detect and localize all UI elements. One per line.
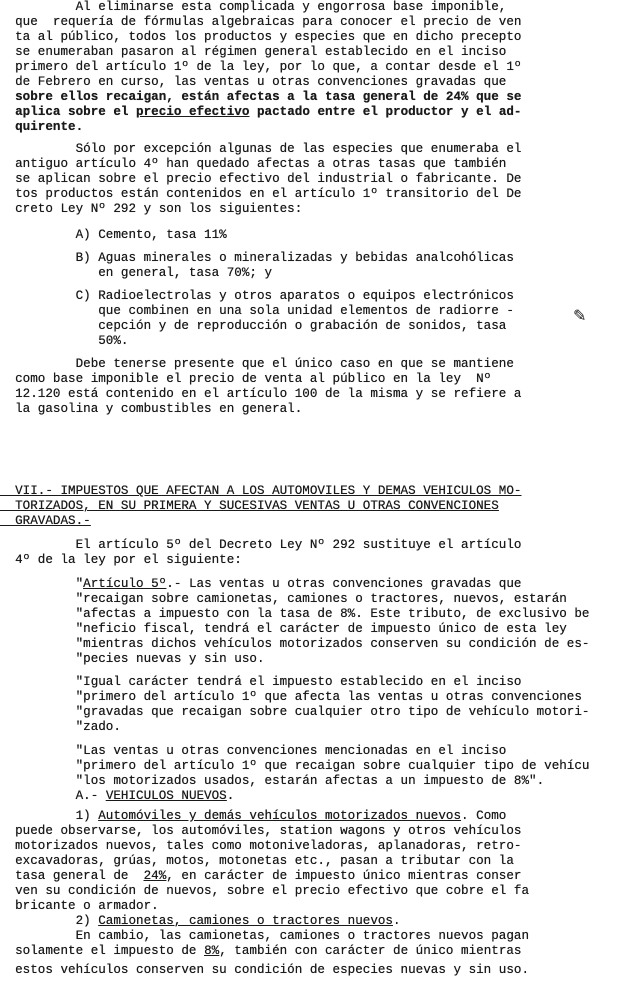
text-line: 12.120 está contenido en el artículo 100 de la misma y se refiere a — [0, 387, 522, 401]
section-heading: VII.- IMPUESTOS QUE AFECTAN A LOS AUTOMOVILES Y DEMAS VEHICULOS MO- — [0, 484, 522, 498]
underlined-term: Automóviles y demás vehículos motorizados nuevos — [98, 809, 462, 823]
text-segment: " — [0, 577, 84, 591]
quote-line: "gravadas que recaigan sobre cualquier otro tipo de vehículo motori- — [0, 705, 590, 719]
list-item: A) Cemento, tasa 11% — [0, 228, 227, 242]
list-item-continued: en general, tasa 70%; y — [0, 266, 273, 280]
underlined-term: Camionetas, camiones o tractores nuevos — [98, 914, 393, 928]
underlined-term: 24% — [143, 869, 167, 883]
text-line: antiguo artículo 4º han quedado afectas a otras tasas que también — [0, 157, 507, 171]
text-segment: aplica sobre el — [0, 105, 137, 119]
quote-line: "neficio fiscal, tendrá el carácter de impuesto único de esta ley — [0, 622, 567, 636]
text-line: creto Ley Nº 292 y son los siguientes: — [0, 202, 303, 216]
text-segment: . Como — [461, 809, 507, 823]
text-segment: A.- — [0, 789, 106, 803]
underlined-term: precio efectivo — [136, 105, 250, 119]
text-segment: , en carácter de impuesto único mientras conser — [166, 869, 522, 883]
list-item-continued: que combinen en una sola unidad elementos de radiorre - — [0, 304, 514, 318]
text-line: como base imponible el precio de venta al público en la ley Nº — [0, 372, 492, 386]
text-line: se aplican sobre el precio efectivo del industrial o fabricante. De — [0, 172, 522, 186]
text-line: quirente. — [0, 120, 84, 134]
text-line: se enumeraban pasaron al régimen general establecido en el inciso — [0, 45, 507, 59]
text-line: que requería de fórmulas algebraicas para conocer el precio de ven — [0, 15, 522, 29]
text-line: motorizados nuevos, tales como motoniveladoras, aplanadoras, retro- — [0, 839, 522, 853]
text-line: 4º de la ley por el siguiente: — [0, 553, 242, 567]
quote-line: "mientras dichos vehículos motorizados conserven su condición de es- — [0, 637, 590, 651]
text-line: Debe tenerse presente que el único caso en que se mantiene — [0, 357, 514, 371]
list-item-continued: 50%. — [0, 334, 129, 348]
list-item: B) Aguas minerales o mineralizadas y bebidas analcohólicas — [0, 251, 514, 265]
underlined-term: Artículo 5º — [83, 577, 167, 591]
text-line: ta al público, todos los productos y especies que en dicho precepto — [0, 30, 522, 44]
text-line: primero del artículo 1º de la ley, por lo que, a contar desde el 1º — [0, 60, 522, 74]
text-line: tos productos están contenidos en el artículo 1º transitorio del De — [0, 187, 522, 201]
text-line: excavadoras, grúas, motos, motonetas etc., pasan a tributar con la — [0, 854, 514, 868]
quote-line: "los motorizados usados, estarán afectas a un impuesto de 8%". — [0, 774, 545, 788]
text-segment: .- Las ventas u otras convenciones gravadas que — [166, 577, 522, 591]
text-line: puede observarse, los automóviles, station wagons y otros vehículos — [0, 824, 522, 838]
list-item-continued: cepción y de reproducción o grabación de sonidos, tasa — [0, 319, 507, 333]
item-heading — [0, 914, 401, 929]
quote-line: "Las ventas u otras convenciones mencionadas en el inciso — [0, 744, 507, 758]
section-heading: TORIZADOS, EN SU PRIMERA Y SUCESIVAS VENTAS U OTRAS CONVENCIONES — [0, 499, 499, 513]
text-line: de Febrero en curso, las ventas u otras convenciones gravadas que — [0, 75, 507, 89]
quote-line: "primero del artículo 1º que recaigan sobre cualquier tipo de vehícu — [0, 759, 590, 773]
text-segment: pactado entre el productor y el ad- — [249, 105, 522, 119]
text-segment: 1) — [0, 809, 99, 823]
subsection-heading — [0, 789, 234, 804]
text-line: estos vehículos conserven su condición de especies nuevas y sin uso. — [0, 963, 530, 977]
text-segment: . — [226, 789, 235, 803]
quote-line-mixed — [0, 577, 521, 592]
item-heading — [0, 809, 506, 824]
text-line: sobre ellos recaigan, están afectas a la tasa general de 24% que se — [0, 90, 522, 104]
text-segment: , también con carácter de único mientras — [219, 944, 522, 958]
underlined-term: 8% — [204, 944, 220, 958]
text-segment: solamente el impuesto de — [0, 944, 205, 958]
text-line: ven su condición de nuevos, sobre el precio efectivo que cobre el fa — [0, 884, 530, 898]
pen-mark-icon: ✎ — [573, 306, 587, 325]
text-line-mixed — [0, 105, 522, 120]
text-segment: 2) — [0, 914, 99, 928]
text-segment: . — [393, 914, 401, 928]
text-line-mixed — [0, 869, 521, 884]
section-heading: GRAVADAS.- — [0, 514, 91, 528]
quote-line: "zado. — [0, 720, 121, 734]
text-line: El artículo 5º del Decreto Ley Nº 292 sustituye el artículo — [0, 538, 522, 552]
list-item: C) Radioelectrolas y otros aparatos o equipos electrónicos — [0, 289, 514, 303]
text-segment: tasa general de — [0, 869, 144, 883]
quote-line: "afectas a impuesto con la tasa de 8%. Este tributo, de exclusivo be — [0, 607, 590, 621]
text-line: Sólo por excepción algunas de las especies que enumeraba el — [0, 142, 522, 156]
text-line: la gasolina y combustibles en general. — [0, 402, 303, 416]
text-line: En cambio, las camionetas, camiones o tractores nuevos pagan — [0, 929, 530, 943]
quote-line: "primero del artículo 1º que afecta las ventas u otras convenciones — [0, 690, 582, 704]
text-line-mixed — [0, 944, 522, 959]
quote-line: "pecies nuevas y sin uso. — [0, 652, 265, 666]
text-line: bricante o armador. — [0, 899, 159, 913]
quote-line: "Igual carácter tendrá el impuesto establecido en el inciso — [0, 675, 522, 689]
underlined-term: VEHICULOS NUEVOS — [105, 789, 227, 803]
quote-line: "recaigan sobre camionetas, camiones o tractores, nuevos, estarán — [0, 592, 567, 606]
text-line: Al eliminarse esta complicada y engorrosa base imponible, — [0, 0, 507, 14]
